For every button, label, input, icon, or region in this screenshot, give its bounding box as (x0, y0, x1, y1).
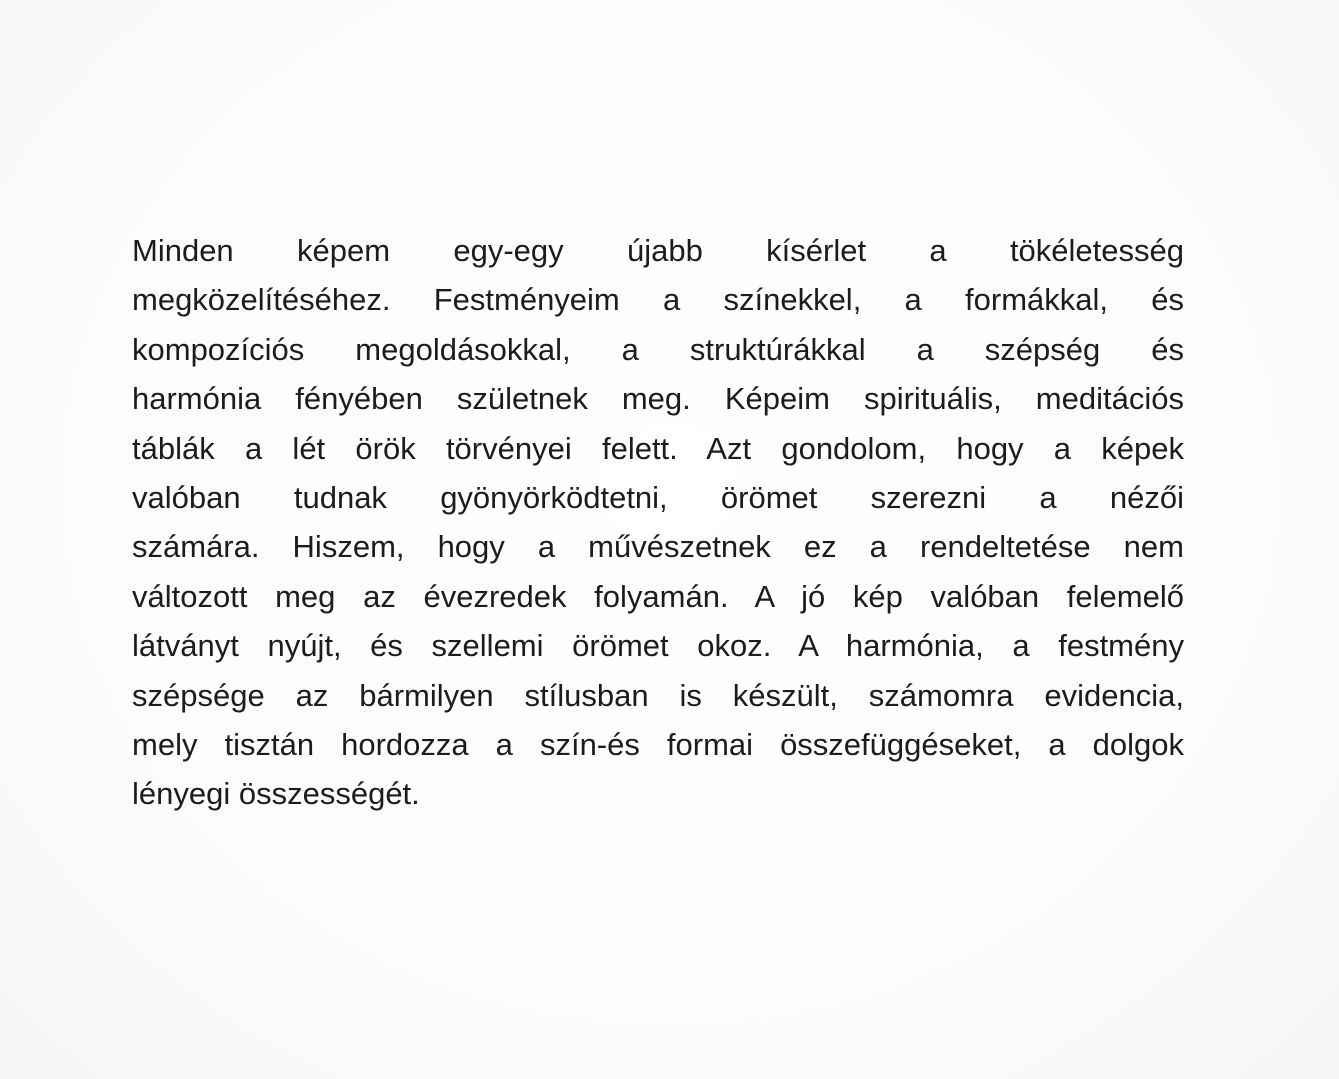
paragraph-line: látványt nyújt, és szellemi örömet okoz. A harmónia, a festmény (132, 628, 1184, 664)
body-paragraph (132, 226, 1184, 819)
paragraph-line: mely tisztán hordozza a szín-és formai összefüggéseket, a dolgok (132, 726, 1184, 762)
paragraph-line: kompozíciós megoldásokkal, a struktúrákkal a szépség és (132, 331, 1184, 367)
paragraph-line: szépsége az bármilyen stílusban is készült, számomra evidencia, (132, 677, 1184, 713)
paragraph-line: számára. Hiszem, hogy a művészetnek ez a rendeltetése nem (132, 529, 1184, 565)
paragraph-line: valóban tudnak gyönyörködtetni, örömet szerezni a nézői (132, 479, 1184, 515)
paragraph-line: táblák a lét örök törvényei felett. Azt gondolom, hogy a képek (132, 430, 1184, 466)
paragraph-line: változott meg az évezredek folyamán. A jó kép valóban felemelő (132, 578, 1184, 614)
paragraph-line: harmónia fényében születnek meg. Képeim spirituális, meditációs (132, 381, 1184, 417)
paragraph-line: lényegi összességét. (132, 776, 420, 812)
paragraph-line: megközelítéséhez. Festményeim a színekkel, a formákkal, és (132, 282, 1184, 318)
paragraph-line: Minden képem egy-egy újabb kísérlet a tökéletesség (132, 233, 1184, 268)
